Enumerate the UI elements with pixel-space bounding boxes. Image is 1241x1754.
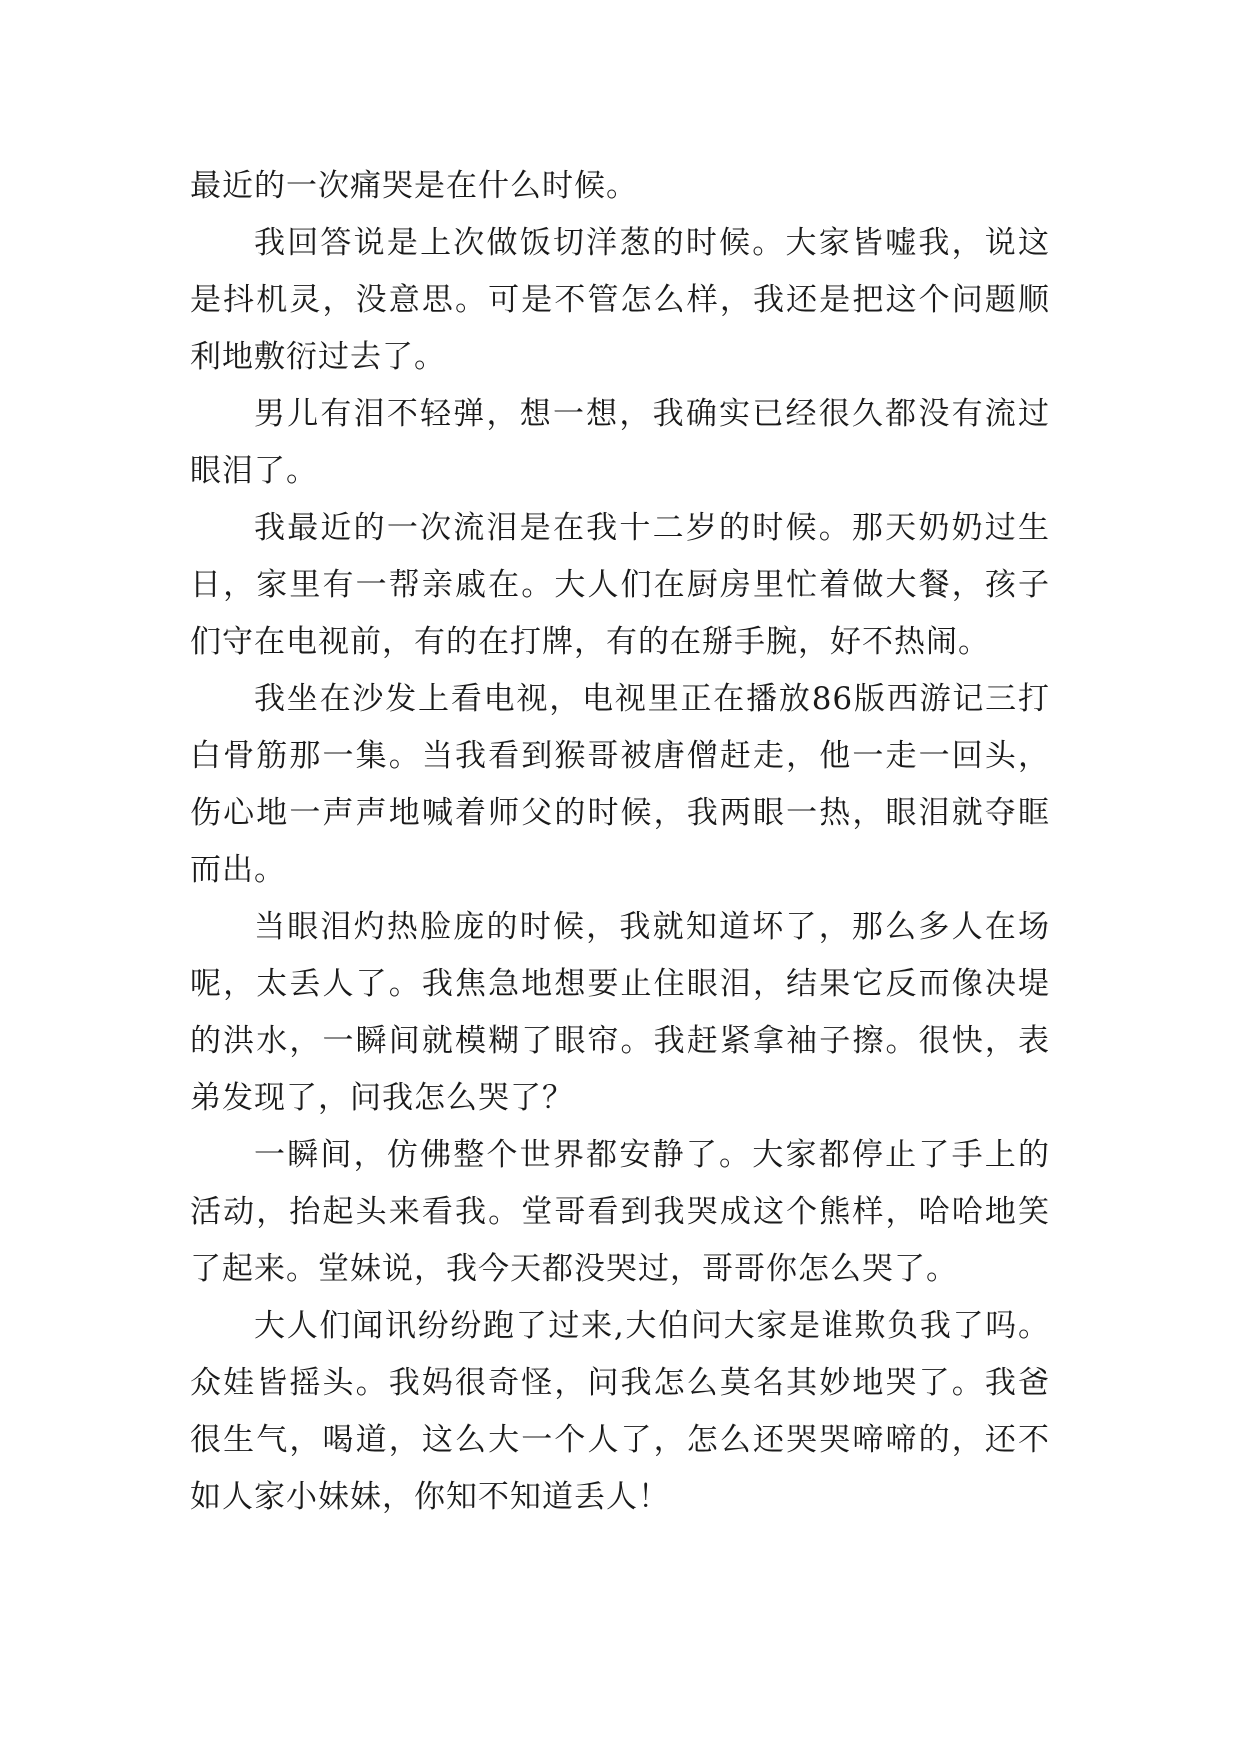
paragraph-4: 我最近的一次流泪是在我十二岁的时候。那天奶奶过生日，家里有一帮亲戚在。大人们在厨房里忙着做大餐，孩子们守在电视前，有的在打牌，有的在掰手腕，好不热闹。 [190,510,1050,660]
paragraph-3: 男儿有泪不轻弹，想一想，我确实已经很久都没有流过眼泪了。 [190,396,1050,489]
paragraph-7: 一瞬间，仿佛整个世界都安静了。大家都停止了手上的活动，抬起头来看我。堂哥看到我哭成这个熊样，哈哈地笑了起来。堂妹说，我今天都没哭过，哥哥你怎么哭了。 [190,1137,1050,1287]
paragraph-8: 大人们闻讯纷纷跑了过来,大伯问大家是谁欺负我了吗。众娃皆摇头。我妈很奇怪，问我怎么莫名其妙地哭了。我爸很生气，喝道，这么大一个人了，怎么还哭哭啼啼的，还不如人家小妹妹，你知不知道丢人！ [190,1308,1050,1515]
paragraph-1: 最近的一次痛哭是在什么时候。 [190,168,638,204]
paragraph-2: 我回答说是上次做饭切洋葱的时候。大家皆嘘我，说这是抖机灵，没意思。可是不管怎么样，我还是把这个问题顺利地敷衍过去了。 [190,225,1050,375]
paragraph-6: 当眼泪灼热脸庞的时候，我就知道坏了，那么多人在场呢，太丢人了。我焦急地想要止住眼泪，结果它反而像决堤的洪水，一瞬间就模糊了眼帘。我赶紧拿袖子擦。很快，表弟发现了，问我怎么哭了？ [190,909,1050,1116]
paragraph-5: 我坐在沙发上看电视，电视里正在播放86版西游记三打白骨筋那一集。当我看到猴哥被唐僧赶走，他一走一回头，伤心地一声声地喊着师父的时候，我两眼一热，眼泪就夺眶而出。 [190,681,1050,888]
document-body [190,158,1050,1526]
